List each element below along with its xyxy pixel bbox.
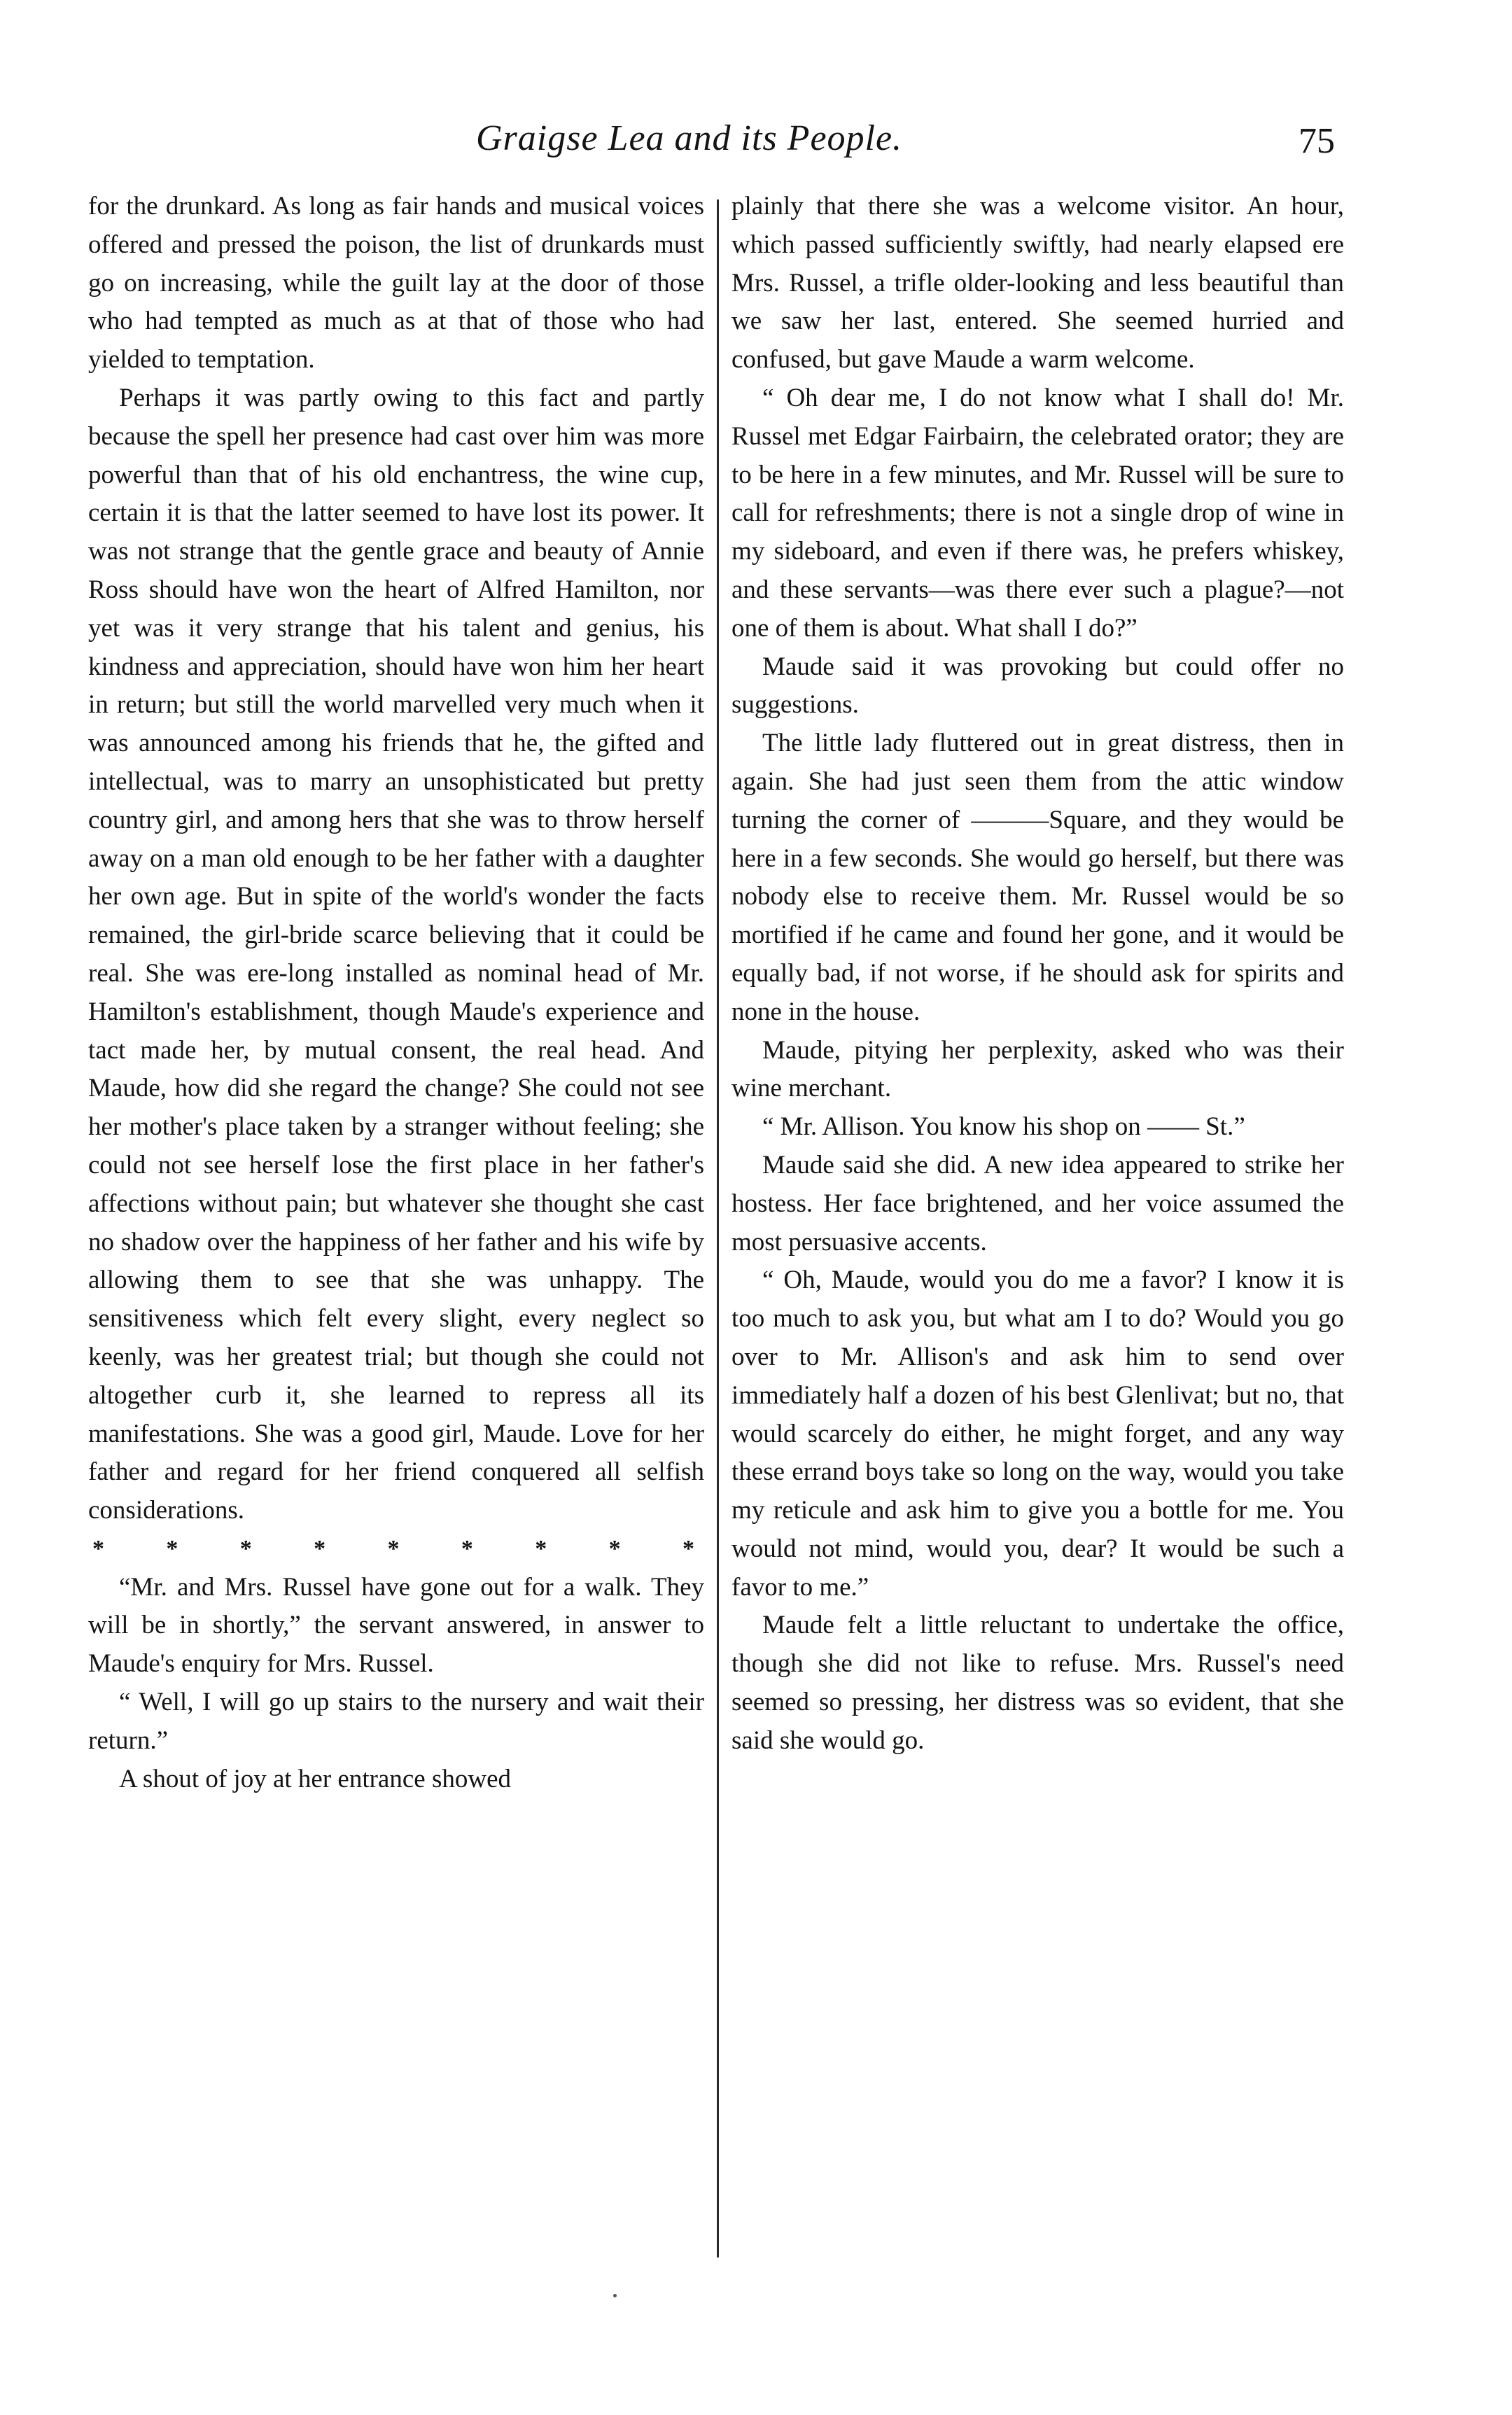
- asterisk: *: [461, 1535, 473, 1562]
- asterisk: *: [682, 1535, 694, 1562]
- paragraph: “ Oh dear me, I do not know what I shall do! Mr. Russel met Edgar Fairbairn, the celebrated orator; they are to be here in a few minutes, and Mr. Russel will be sure to call for refreshments; there is not a single drop of wine in my sideboard, and even if there was, he prefers whiskey, and these servants—was there ever such a plague?—not one of them is about. What shall I do?”: [732, 383, 1344, 643]
- paragraph: Maude said she did. A new idea appeared to strike her hostess. Her face brightened, and her voice assumed the most persuasive accents.: [732, 1150, 1344, 1256]
- paragraph: “ Mr. Allison. You know his shop on —— St.”: [762, 1112, 1245, 1142]
- asterisk: *: [92, 1535, 104, 1562]
- paragraph: Perhaps it was partly owing to this fact and partly because the spell her presence had cast over him was more powerful than that of his old enchantress, the wine cup, certain it is that the latter seemed to have lost its power. It was not strange that the gentle grace and beauty of Annie Ross should have won the heart of Alfred Hamilton, nor yet was it very strange that his talent and genius, his kindness and appreciation, should have won him her heart in return; but still the world marvelled very much when it was announced among his friends that he, the gifted and intellectual, was to marry an unsophisticated but pretty country girl, and among hers that she was to throw herself away on a man old enough to be her father with a daughter her own age. But in spite of the world's wonder the facts remained, the girl-bride scarce believing that it could be real. She was ere-long installed as nominal head of Mr. Hamilton's establishment, though Maude's experience and tact made her, by mutual consent, the real head. And Maude, how did she regard the change? She could not see her mother's place taken by a stranger without feeling; she could not see herself lose the first place in her father's affections without pain; but whatever she thought she cast no shadow over the happiness of her father and his wife by allowing them to see that she was unhappy. The sensitiveness which felt every slight, every neglect so keenly, was her greatest trial; but though she could not altogether curb it, she learned to repress all its manifestations. She was a good girl, Maude. Love for her father and regard for her friend conquered all selfish considerations.: [88, 383, 704, 1525]
- running-title: Graigse Lea and its People.: [476, 118, 903, 158]
- right-column: [732, 188, 1344, 1760]
- paragraph: Maude, pitying her perplexity, asked who was their wine merchant.: [732, 1035, 1344, 1103]
- paragraph: The little lady fluttered out in great distress, then in again. She had just seen them from the attic window turning the corner of ———Square, and they would be here in a few seconds. She would go herself, but there was nobody else to receive them. Mr. Russel would be so mortified if he came and found her gone, and it would be equally bad, if not worse, if he should ask for spirits and none in the house.: [732, 729, 1344, 1026]
- paragraph: “ Well, I will go up stairs to the nursery and wait their return.”: [88, 1688, 704, 1755]
- paragraph: Maude said it was provoking but could offer no suggestions.: [732, 652, 1344, 720]
- asterisk: *: [535, 1535, 547, 1562]
- section-break: [88, 1530, 704, 1569]
- paragraph: “Mr. and Mrs. Russel have gone out for a walk. They will be in shortly,” the servant answered, in answer to Maude's enquiry for Mrs. Russel.: [88, 1572, 704, 1679]
- ink-speck: [613, 2294, 617, 2297]
- asterisk: *: [608, 1535, 621, 1562]
- page-number: 75: [1298, 121, 1335, 161]
- asterisk: *: [314, 1535, 326, 1562]
- paragraph: for the drunkard. As long as fair hands and musical voices offered and pressed the poison, the list of drunkards must go on increasing, while the guilt lay at the door of those who had tempted as much as at that of those who had yielded to temptation.: [88, 192, 704, 374]
- paragraph: Maude felt a little reluctant to undertake the office, though she did not like to refuse. Mrs. Russel's need seemed so pressing, her distress was so evident, that she said she would go.: [732, 1611, 1344, 1755]
- paragraph: “ Oh, Maude, would you do me a favor? I know it is too much to ask you, but what am I to do? Would you go over to Mr. Allison's and ask him to send over immediately half a dozen of his best Glenlivat; but no, that would scarcely do either, he might forget, and any way these errand boys take so long on the way, would you take my reticule and ask him to give you a bottle for me. You would not mind, would you, dear? It would be such a favor to me.”: [732, 1266, 1344, 1602]
- paragraph: plainly that there she was a welcome visitor. An hour, which passed sufficiently swiftly, had nearly elapsed ere Mrs. Russel, a trifle older-looking and less beautiful than we saw her last, entered. She seemed hurried and confused, but gave Maude a warm welcome.: [732, 192, 1344, 374]
- page-header: [0, 111, 1512, 167]
- paragraph: A shout of joy at her entrance showed: [119, 1764, 511, 1793]
- left-column: [88, 188, 704, 1798]
- asterisk: *: [166, 1535, 178, 1562]
- asterisk: *: [387, 1535, 400, 1562]
- asterisk: *: [239, 1535, 252, 1562]
- column-divider: [717, 200, 719, 2258]
